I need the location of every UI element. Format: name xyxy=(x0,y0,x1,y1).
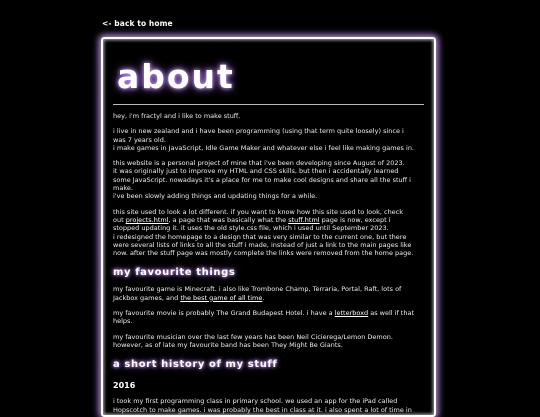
text-fragment: Jackbox games, and xyxy=(113,293,181,302)
title-divider xyxy=(113,104,424,105)
text-line: now. after the stuff page was mostly complete the links were removed from the home page. xyxy=(113,249,414,258)
text-line: were several lists of links to all the stuff i made, instead of just a link to the main pages like xyxy=(113,240,412,249)
projects-html-link[interactable]: projects.html xyxy=(125,215,169,224)
text-line: this website is a personal project of mine that i've been developing since August of 2023. xyxy=(113,159,405,168)
favourite-movie-paragraph xyxy=(113,309,424,326)
intro-site-history-paragraph xyxy=(113,208,424,258)
intro-greeting xyxy=(113,112,424,120)
intro-programming-paragraph xyxy=(113,127,424,152)
favourite-games-paragraph xyxy=(113,285,424,302)
text-line-with-links xyxy=(113,216,424,224)
back-to-home-link[interactable]: <- back to home xyxy=(102,19,173,28)
intro-website-paragraph xyxy=(113,159,424,200)
text-line: stopped updating it. it uses the old style.css file, which i used until September 2023. xyxy=(113,224,389,233)
text-line: i've been slowly adding things and updating things for a while. xyxy=(113,192,318,201)
page-title: about xyxy=(117,57,235,96)
text-line: some JavaScript. nowadays it's a place for me to make cool designs and share all the stuff i xyxy=(113,175,411,184)
text-line: it was originally just to improve my HTML and CSS skills, but then i accidentally learned xyxy=(113,167,399,176)
stuff-html-link[interactable]: stuff.html xyxy=(288,215,320,224)
year-2016-heading: 2016 xyxy=(113,381,136,391)
text-fragment: , a page that was basically what the xyxy=(168,215,289,224)
text-line: helps. xyxy=(113,317,133,326)
text-line: was 7 years old. xyxy=(113,135,166,144)
text-line-with-link xyxy=(113,294,424,302)
text-line: i redesigned the homepage to a design that was very similar to the current one, but there xyxy=(113,232,407,241)
text-fragment: my favourite movie is probably The Grand Budapest Hotel. i have a xyxy=(113,309,335,318)
letterboxd-link[interactable]: letterboxd xyxy=(334,309,369,318)
history-2016-paragraph xyxy=(113,397,424,414)
text-fragment: as well if that xyxy=(368,309,414,318)
text-line: this site used to look a lot different. if you want to know how this site used to look, check xyxy=(113,207,404,216)
text-line: i live in new zealand and i have been programming (using that term quite loosely) since i xyxy=(113,127,404,136)
text-line: my favourite game is Minecraft. i also like Trombone Champ, Terraria, Portal, Raft, lots of xyxy=(113,285,402,294)
text-fragment: page is now, except i xyxy=(319,215,391,224)
text-line-with-link xyxy=(113,309,424,317)
favourite-music-paragraph xyxy=(113,333,424,350)
best-game-link[interactable]: the best game of all time xyxy=(180,293,263,302)
text-fragment: . xyxy=(262,293,265,302)
favourite-things-heading: my favourite things xyxy=(113,267,236,279)
text-fragment: out xyxy=(113,215,126,224)
text-line: my favourite musician over the last few years has been Neil Cicierega/Lemon Demon. xyxy=(113,332,393,341)
text-line: i make games in JavaScript, Idle Game Maker and whatever else i feel like making games in. xyxy=(113,143,414,152)
text-line: make. xyxy=(113,184,133,193)
history-heading: a short history of my stuff xyxy=(113,359,278,371)
text-line: however, as of late my favourite band has been They Might Be Giants. xyxy=(113,340,343,349)
about-panel xyxy=(101,37,436,417)
text-line: Hopscotch to make games. i was probably the best in class at it. i also spent a lot of time in xyxy=(113,405,412,414)
text-line: i took my first programming class in primary school. we used an app for the iPad called xyxy=(113,397,398,406)
intro-greeting-text: hey, i'm fractyl and i like to make stuff. xyxy=(113,112,241,120)
